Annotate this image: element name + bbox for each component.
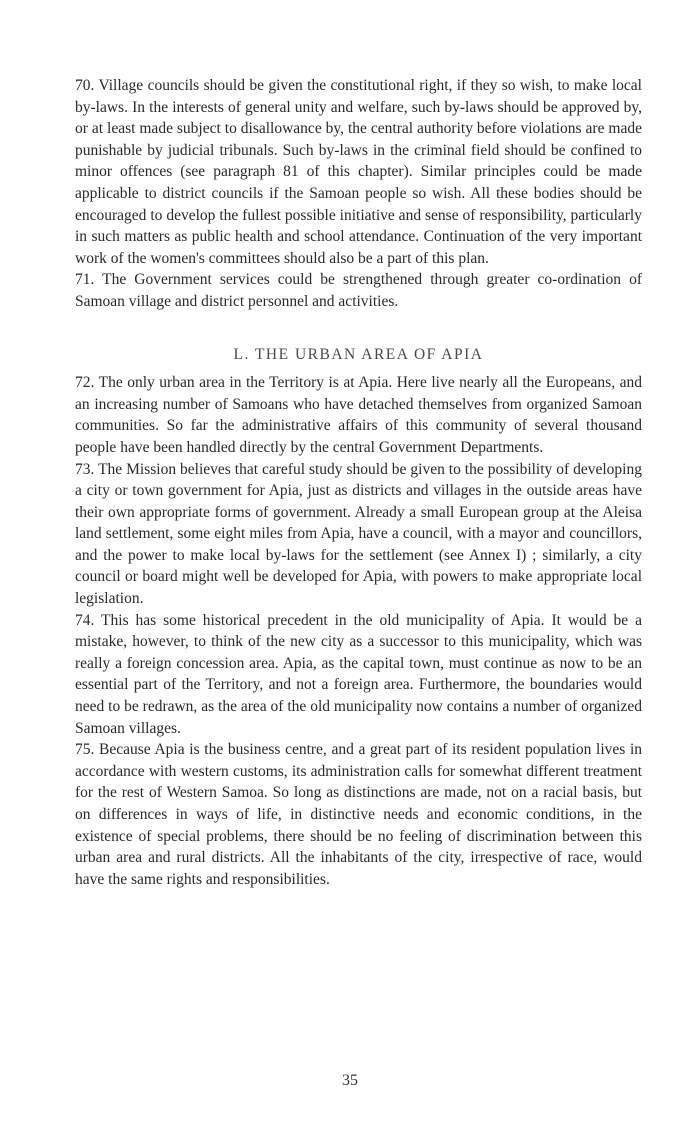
- paragraph-text: The Mission believes that careful study should be given to the possibility of developing a city or town government for Apia, just as districts and villages in the outside areas have their own appropriate forms of government. Already a small European group at the Aleisa land settlement, some eight miles from Apia, have a council, with a mayor and councillors, and the power to make local by-laws for the settlement (see Annex I) ; similarly, a city council or board might well be developed for Apia, with powers to make appropriate local legislation.: [75, 460, 642, 608]
- paragraph-text: The only urban area in the Territory is at Apia. Here live nearly all the Europeans, and an increasing number of Samoans who have detached themselves from organized Samoan communities. So far the administrative affairs of this community of several thousand people have been handled directly by the central Government Departments.: [75, 374, 642, 456]
- body-text: [75, 75, 642, 890]
- paragraph-75: [75, 739, 642, 890]
- paragraph-text: Because Apia is the business centre, and a great part of its resident population lives in accordance with western customs, its administration calls for somewhat different treatment for the rest of Western Samoa. So long as distinctions are made, not on a racial basis, but on differences in ways of life, in distinctive needs and economic conditions, in the existence of special problems, there should be no feeling of discrimination between this urban area and rural districts. All the inhabitants of the city, irrespective of race, would have the same rights and responsibilities.: [75, 741, 643, 888]
- paragraph-73: [75, 459, 642, 610]
- paragraph-text: The Government services could be strengthened through greater co-ordination of Samoan village and district personnel and activities.: [75, 271, 642, 310]
- paragraph-number: 75.: [75, 741, 95, 759]
- paragraph-text: This has some historical precedent in the old municipality of Apia. It would be a mistake, however, to think of the new city as a successor to this municipality, which was really a foreign concession area. Apia, as the capital town, must continue as now to be an essential part of the Territory, and not a foreign area. Furthermore, the boundaries would need to be redrawn, as the area of the old municipality now contains a number of organized Samoan villages.: [75, 611, 642, 737]
- paragraph-number: 74.: [75, 611, 95, 629]
- paragraph-70: [75, 75, 642, 269]
- page-number: 35: [342, 1072, 358, 1089]
- paragraph-number: 72.: [75, 374, 95, 392]
- paragraph-72: [75, 372, 642, 458]
- paragraph-74: [75, 610, 642, 740]
- paragraph-number: 71.: [75, 271, 95, 289]
- paragraph-71: [75, 269, 642, 312]
- paragraph-text: Village councils should be given the constitutional right, if they so wish, to make local by-laws. In the interests of general unity and welfare, such by-laws should be approved by, or at least made subject to disallowance by, the central authority before violations are made punishable by judicial tribunals. Such by-laws in the criminal field should be confined to minor offences (see paragraph 81 of this chapter). Similar principles could be made applicable to district councils if the Samoan people so wish. All these bodies should be encouraged to develop the fullest possible initiative and sense of responsibility, particularly in such matters as public health and school attendance. Continuation of the very important work of the women's committees should also be a part of this plan.: [75, 77, 642, 267]
- paragraph-number: 73.: [75, 460, 95, 478]
- section-heading: L. THE URBAN AREA OF APIA: [233, 345, 484, 363]
- paragraph-number: 70.: [75, 77, 95, 94]
